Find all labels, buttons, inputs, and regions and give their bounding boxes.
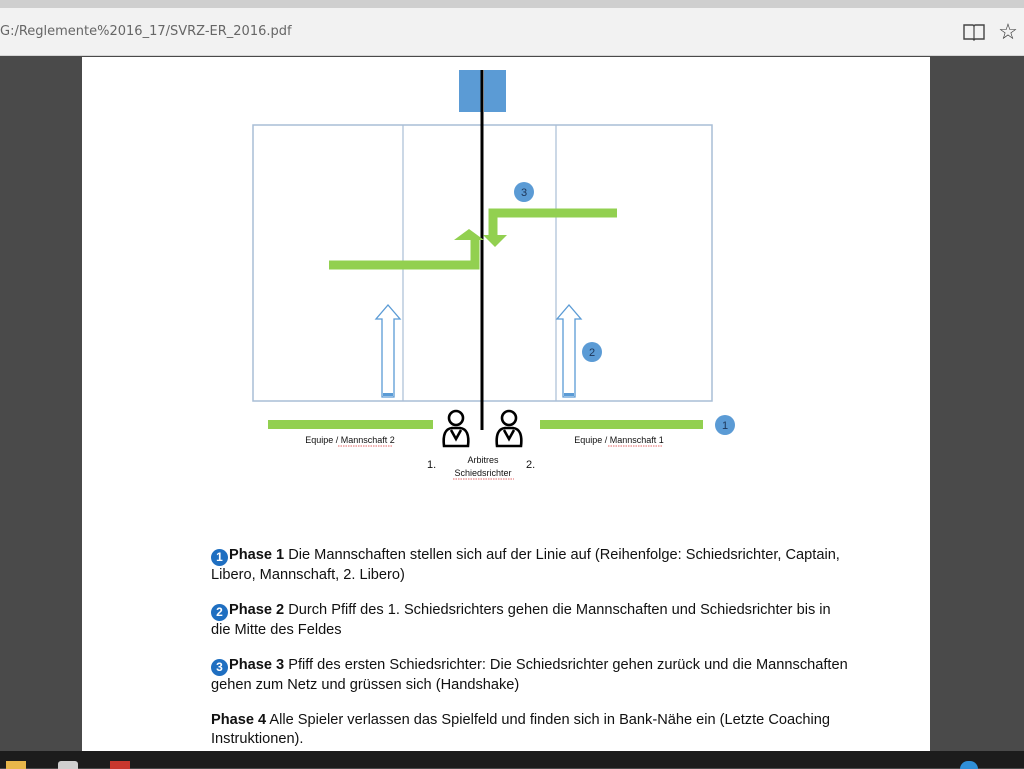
phase-2-title: Phase 2: [229, 602, 285, 618]
svg-text:2: 2: [588, 347, 596, 359]
referee-label-line1: Arbitres: [467, 455, 499, 465]
referee-2-icon: [497, 411, 522, 446]
team1-label: Equipe / Mannschaft 1: [574, 435, 664, 445]
team2-label: Equipe / Mannschaft 2: [305, 435, 395, 445]
badge-3: [514, 182, 534, 202]
url-text[interactable]: G:/Reglemente%2016_17/SVRZ-ER_2016.pdf: [0, 24, 292, 39]
phase-3-title: Phase 3: [229, 657, 285, 673]
team1-path: [493, 213, 617, 235]
star-icon[interactable]: ☆: [998, 19, 1018, 44]
pdf-page: [82, 57, 930, 751]
phase-3-bullet: 3: [211, 659, 228, 676]
up-arrow-left: [376, 305, 400, 397]
phase-1-bullet: 1: [211, 549, 228, 566]
address-bar[interactable]: [0, 8, 1024, 56]
phase-4-title: Phase 4: [211, 712, 267, 728]
phase-1-text: Die Mannschaften stellen sich auf der Linie auf (Reihenfolge: Schiedsrichter, Captain, Libero, Mannschaft, 2. Libero): [211, 547, 840, 583]
team2-path: [329, 240, 475, 265]
badge-1: [715, 415, 735, 435]
team2-arrow-head: [454, 229, 484, 240]
net-post-left: [459, 70, 481, 112]
book-icon[interactable]: [960, 18, 988, 46]
svg-text:1: 1: [721, 420, 729, 432]
phase-1-title: Phase 1: [229, 547, 285, 563]
phase-3-paragraph: [211, 656, 851, 695]
net-post-right: [484, 70, 506, 112]
referee-2-number: 2.: [526, 459, 536, 471]
phase-descriptions: [211, 546, 851, 751]
phase-4-paragraph: [211, 711, 851, 749]
svg-text:3: 3: [520, 187, 528, 199]
phase-2-bullet: 2: [211, 604, 228, 621]
phase-2-paragraph: [211, 601, 851, 640]
lineup-diagram: [82, 57, 930, 497]
referee-label-line2: Schiedsrichter: [454, 468, 512, 478]
taskbar: [0, 751, 1024, 768]
pdf-viewer[interactable]: [0, 57, 1024, 751]
browser-top-strip: [0, 0, 1024, 8]
team2-line: [268, 420, 433, 429]
phase-4-text: Alle Spieler verlassen das Spielfeld und finden sich in Bank-Nähe ein (Letzte Coaching Instruktionen).: [211, 712, 830, 747]
team1-line: [540, 420, 703, 429]
referee-1-number: 1.: [427, 459, 437, 471]
referee-1-icon: [444, 411, 469, 446]
up-arrow-right: [557, 305, 581, 397]
phase-3-text: Pfiff des ersten Schiedsrichter: Die Schiedsrichter gehen zurück und die Mannschaften gehen zum Netz und grüssen sich (Handshake): [211, 657, 848, 693]
badge-2: [582, 342, 602, 362]
phase-2-text: Durch Pfiff des 1. Schiedsrichters gehen die Mannschaften und Schiedsrichter bis in die Mitte des Feldes: [211, 602, 831, 638]
phase-1-paragraph: [211, 546, 851, 585]
team1-arrow-head: [483, 235, 507, 247]
